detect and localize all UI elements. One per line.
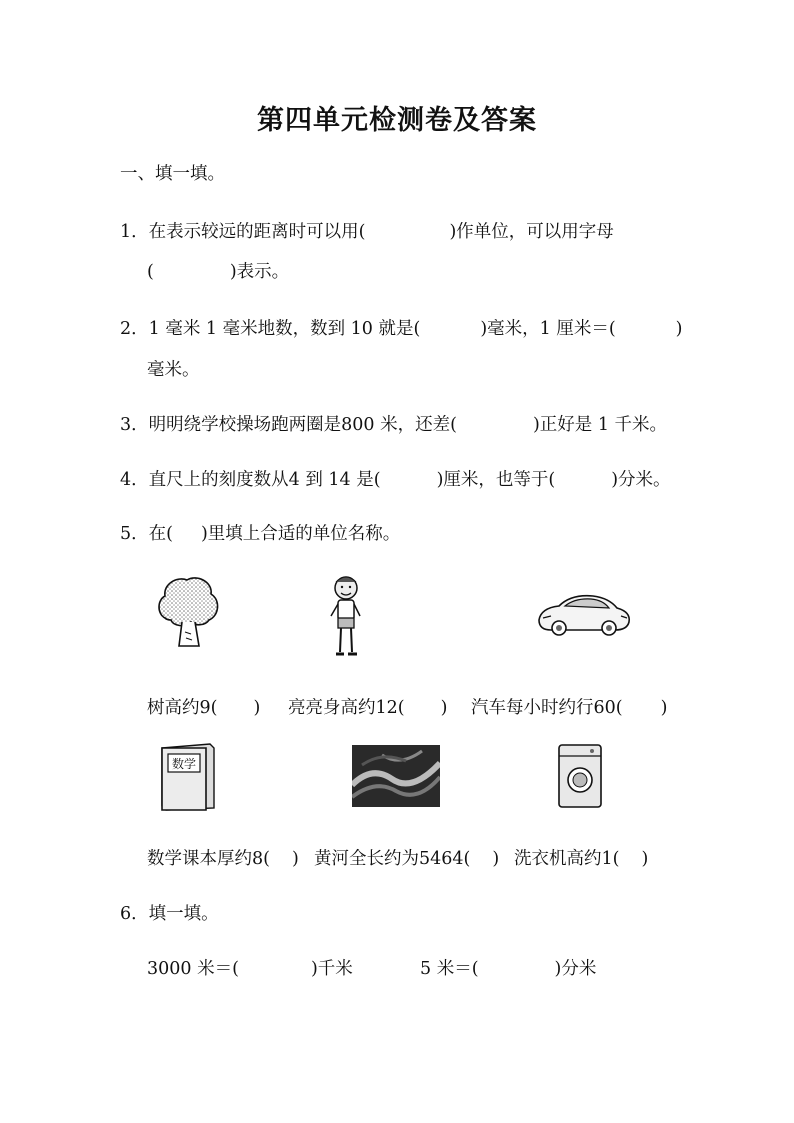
q5-book-label — [147, 845, 299, 870]
math-book-picture — [158, 742, 218, 812]
q4-text-a: 4．直尺上的刻度数从4 到 14 是( — [120, 470, 381, 490]
q5-boy-text: 亮亮身高约12( — [288, 698, 405, 718]
question-2-line-1 — [120, 315, 683, 340]
q5-boy-label — [288, 694, 447, 719]
q1-text-a: 1．在表示较远的距离时可以用( — [120, 222, 366, 242]
q5-car-text: 汽车每小时约行60( — [471, 698, 623, 718]
car-picture — [535, 590, 633, 638]
question-2-line-2: 毫米。 — [147, 360, 200, 380]
question-3 — [120, 411, 667, 436]
q6-item-1 — [147, 955, 353, 980]
q6-item-1-text: 3000 米＝( — [147, 959, 239, 979]
question-1-line-2 — [147, 258, 289, 283]
q2-text-b: )毫米，1 厘米＝( — [480, 319, 616, 339]
q5-text-b: )里填上合适的单位名称。 — [200, 524, 401, 544]
q5-tree-label — [147, 694, 260, 719]
q4-text-c: )分米。 — [611, 470, 671, 490]
washing-machine-picture — [556, 742, 604, 810]
q3-text-b: )正好是 1 千米。 — [532, 415, 668, 435]
q5-river-text: 黄河全长约为5464( — [314, 849, 471, 869]
q5-washer-text: 洗衣机高约1( — [514, 849, 620, 869]
q5-text-a: 5．在( — [120, 524, 173, 544]
section-heading: 一、填一填。 — [120, 164, 225, 184]
q4-text-b: )厘米，也等于( — [436, 470, 556, 490]
q5-washer-label — [514, 845, 648, 870]
question-5-prompt — [120, 520, 400, 545]
question-6-prompt: 6．填一填。 — [120, 904, 219, 924]
q2-text-c: ) — [675, 319, 683, 339]
q6-item-1-unit: )千米 — [310, 959, 353, 979]
q1-text-c: ( — [147, 262, 154, 282]
q3-text-a: 3．明明绕学校操场跑两圈是800 米，还差( — [120, 415, 457, 435]
q5-book-close: ) — [291, 849, 299, 869]
boy-picture — [326, 572, 366, 660]
q5-river-label — [314, 845, 499, 870]
tree-picture — [155, 574, 221, 650]
question-1-line-1 — [120, 218, 614, 243]
q2-text-a: 2．1 毫米 1 毫米地数，数到 10 就是( — [120, 319, 421, 339]
q5-book-text: 数学课本厚约8( — [147, 849, 270, 869]
q5-boy-close: ) — [440, 698, 448, 718]
q5-washer-close: ) — [641, 849, 649, 869]
question-4 — [120, 466, 671, 491]
q5-car-label — [471, 694, 667, 719]
q6-item-2-text: 5 米＝( — [420, 959, 479, 979]
yellow-river-picture — [352, 745, 440, 807]
q5-tree-close: ) — [253, 698, 261, 718]
page-title: 第四单元检测卷及答案 — [257, 105, 537, 136]
q1-text-b: )作单位，可以用字母 — [449, 222, 614, 242]
q6-item-2 — [420, 955, 596, 980]
q1-text-d: )表示。 — [229, 262, 290, 282]
q5-car-close: ) — [660, 698, 668, 718]
book-cover-text: 数学 — [171, 757, 197, 771]
q5-river-close: ) — [492, 849, 500, 869]
q5-tree-text: 树高约9( — [147, 698, 218, 718]
q6-item-2-unit: )分米 — [554, 959, 597, 979]
